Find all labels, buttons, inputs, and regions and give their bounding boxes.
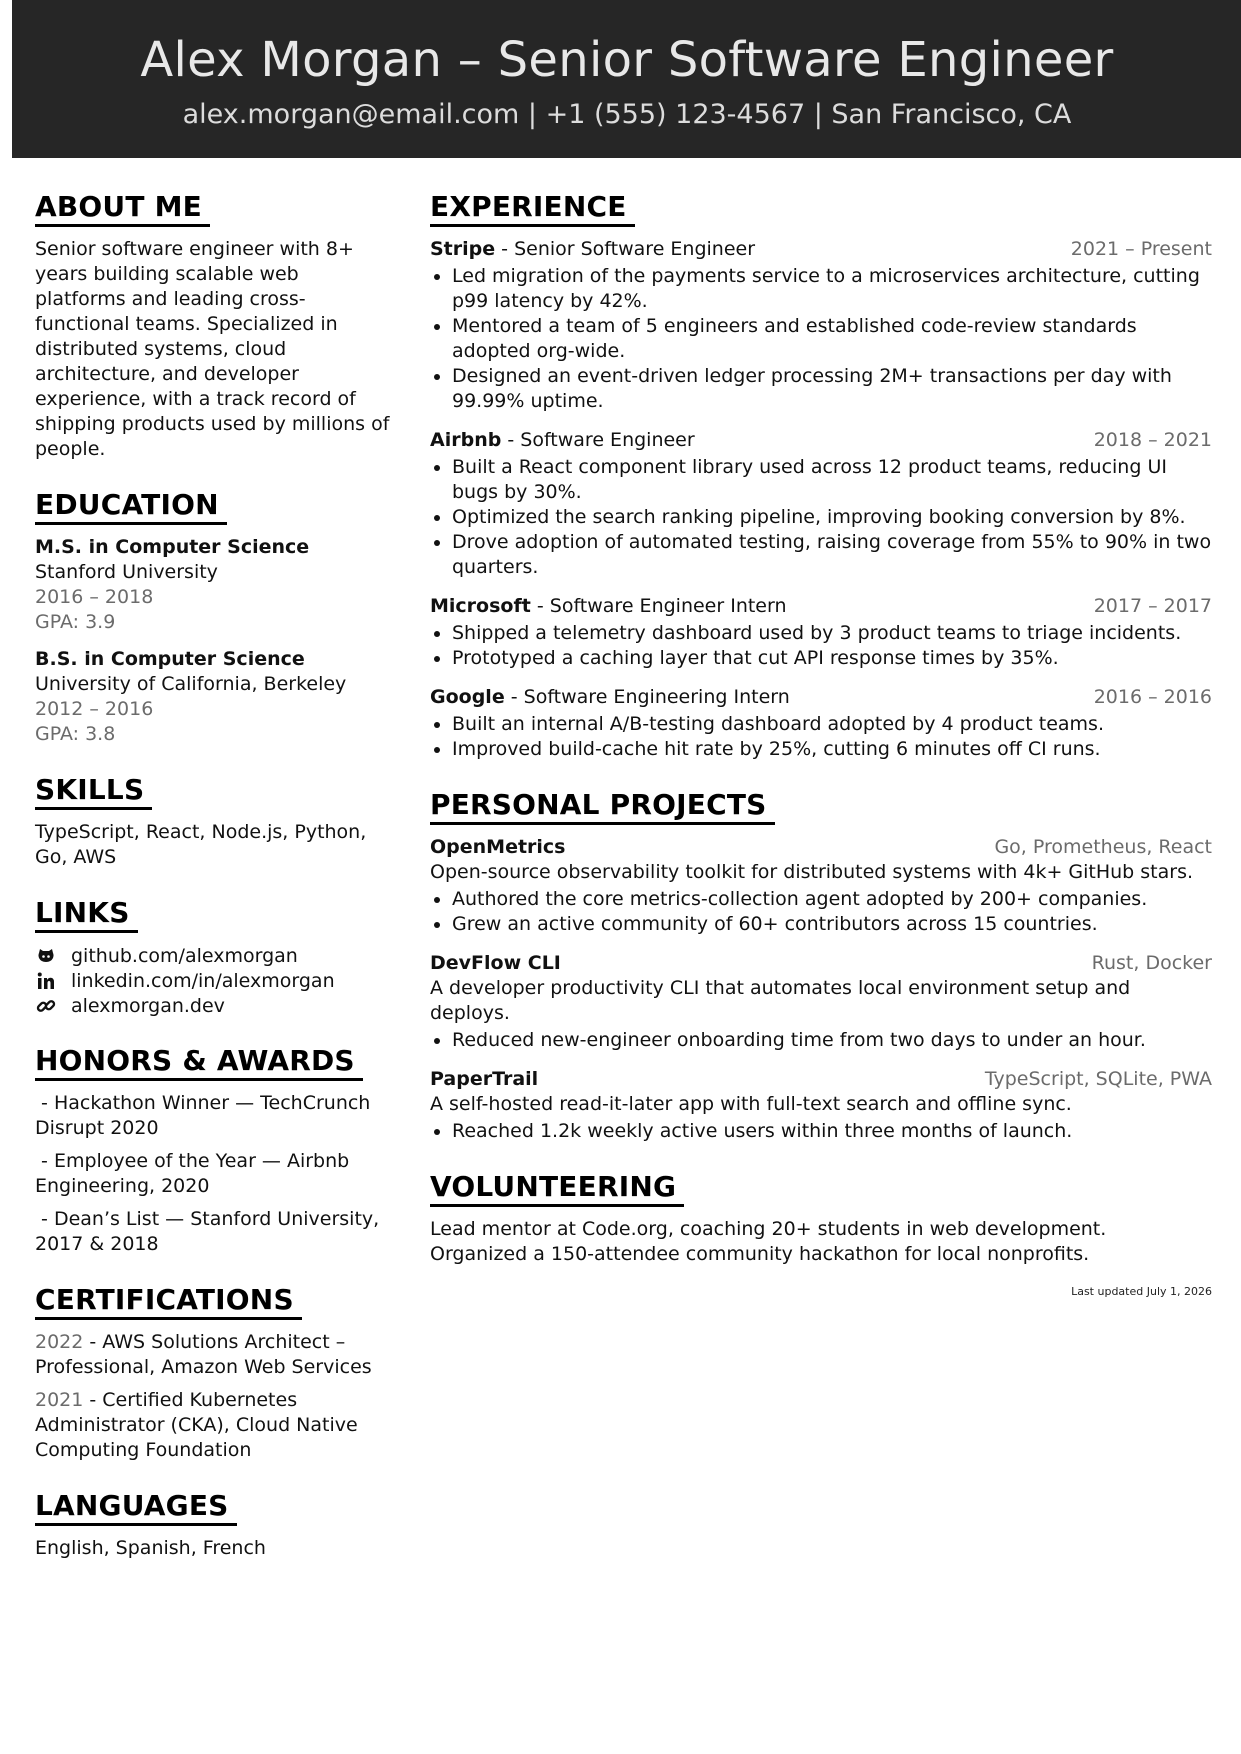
about-text: Senior software engineer with 8+ years building scalable web platforms and leading cross-functional teams. Specialized in distributed systems, cloud architecture, and developer experience, with a track record of shipping products used by millions of people. [35, 238, 390, 460]
education-item [35, 647, 395, 747]
volunteer-line: Organized a 150-attendee community hackathon for local nonprofits. [430, 1243, 1090, 1265]
project-desc: A self-hosted read-it-later app with full-text search and offline sync. [430, 1093, 1072, 1115]
cert-text: - AWS Solutions Architect – Professional, Amazon Web Services [35, 1331, 372, 1378]
gpa: GPA: 3.9 [35, 611, 116, 633]
project-desc: Open-source observability toolkit for distributed systems with 4k+ GitHub stars. [430, 861, 1194, 883]
bullet: • Drove adoption of automated testing, raising coverage from 55% to 90% in two quarters. [452, 530, 1212, 580]
award-item: - Employee of the Year — Airbnb Engineering, 2020 [35, 1150, 356, 1197]
project-entry [430, 951, 1212, 1053]
bullet: • Reduced new-engineer onboarding time from two days to under an hour. [452, 1028, 1212, 1053]
about-section [35, 190, 395, 462]
years: 2012 – 2016 [35, 698, 154, 720]
years: 2016 – 2018 [35, 586, 154, 608]
section-title: SKILLS [35, 773, 152, 810]
cert-text: - Certified Kubernetes Administrator (CKA), Cloud Native Computing Foundation [35, 1389, 358, 1461]
projects-section [430, 788, 1212, 1144]
job-entry [430, 237, 1212, 414]
volunteering-section [430, 1170, 1212, 1298]
project-tech: Go, Prometheus, React [994, 836, 1212, 858]
award-item: - Hackathon Winner — TechCrunch Disrupt 2020 [35, 1092, 377, 1139]
skills-text: TypeScript, React, Node.js, Python, Go, AWS [35, 821, 367, 868]
role: - Senior Software Engineer [495, 238, 756, 260]
bullet: • Built a React component library used across 12 product teams, reducing UI bugs by 30%. [452, 455, 1212, 505]
project-name: PaperTrail [430, 1068, 539, 1090]
role: - Software Engineering Intern [504, 686, 790, 708]
section-title: VOLUNTEERING [430, 1170, 684, 1207]
link-linkedin[interactable] [35, 968, 395, 993]
link-github[interactable] [35, 943, 395, 968]
award-item: - Dean’s List — Stanford University, 2017 & 2018 [35, 1208, 386, 1255]
project-name: OpenMetrics [430, 836, 566, 858]
link-label[interactable]: github.com/alexmorgan [71, 944, 298, 967]
contact-line: alex.morgan@email.com | +1 (555) 123-4567 | San Francisco, CA [182, 99, 1072, 130]
certifications-section [35, 1283, 395, 1463]
company: Google [430, 686, 505, 708]
bullet: • Reached 1.2k weekly active users within three months of launch. [452, 1119, 1212, 1144]
bullet: • Led migration of the payments service to a microservices architecture, cutting p99 latency by 42%. [452, 264, 1212, 314]
school: Stanford University [35, 561, 218, 583]
name-title: Alex Morgan – Senior Software Engineer [140, 32, 1114, 88]
section-title: LINKS [35, 896, 138, 933]
link-icon [35, 995, 57, 1017]
bullet: • Designed an event-driven ledger processing 2M+ transactions per day with 99.99% uptime. [452, 364, 1212, 414]
right-column [430, 190, 1212, 1298]
cert-year: 2022 [35, 1331, 84, 1353]
project-tech: TypeScript, SQLite, PWA [984, 1068, 1212, 1090]
bullet: • Grew an active community of 60+ contributors across 15 countries. [452, 912, 1212, 937]
honors-section [35, 1044, 395, 1257]
bullet: • Prototyped a caching layer that cut API response times by 35%. [452, 646, 1212, 671]
degree: M.S. in Computer Science [35, 536, 310, 558]
project-desc: A developer productivity CLI that automates local environment setup and deploys. [430, 977, 1131, 1024]
project-entry [430, 1067, 1212, 1144]
company: Airbnb [430, 429, 502, 451]
project-entry [430, 835, 1212, 937]
section-title: CERTIFICATIONS [35, 1283, 302, 1320]
education-section [35, 488, 395, 747]
job-entry [430, 685, 1212, 762]
school: University of California, Berkeley [35, 673, 347, 695]
experience-section [430, 190, 1212, 762]
left-column [35, 190, 395, 1587]
project-name: DevFlow CLI [430, 952, 561, 974]
job-dates: 2016 – 2016 [1093, 686, 1212, 708]
section-title: ABOUT ME [35, 190, 210, 227]
job-dates: 2018 – 2021 [1093, 429, 1212, 451]
link-website[interactable] [35, 993, 395, 1018]
bullet: • Improved build-cache hit rate by 25%, cutting 6 minutes off CI runs. [452, 737, 1212, 762]
languages-text: English, Spanish, French [35, 1537, 266, 1559]
gpa: GPA: 3.8 [35, 723, 116, 745]
bullet: • Authored the core metrics-collection agent adopted by 200+ companies. [452, 887, 1212, 912]
last-updated: Last updated July 1, 2026 [1071, 1285, 1212, 1298]
links-section [35, 896, 395, 1018]
bullet: • Mentored a team of 5 engineers and established code-review standards adopted org-wide. [452, 314, 1212, 364]
github-icon [35, 945, 57, 967]
section-title: EXPERIENCE [430, 190, 635, 227]
job-dates: 2021 – Present [1070, 238, 1212, 260]
job-dates: 2017 – 2017 [1093, 595, 1212, 617]
section-title: LANGUAGES [35, 1489, 237, 1526]
section-title: HONORS & AWARDS [35, 1044, 363, 1081]
education-item [35, 535, 395, 635]
cert-year: 2021 [35, 1389, 84, 1411]
job-entry [430, 594, 1212, 671]
languages-section [35, 1489, 395, 1561]
link-label[interactable]: alexmorgan.dev [71, 994, 225, 1017]
role: - Software Engineer Intern [530, 595, 787, 617]
section-title: EDUCATION [35, 488, 227, 525]
resume-header [12, 0, 1241, 158]
bullet: • Optimized the search ranking pipeline, improving booking conversion by 8%. [452, 505, 1212, 530]
bullet: • Built an internal A/B-testing dashboard adopted by 4 product teams. [452, 712, 1212, 737]
bullet: • Shipped a telemetry dashboard used by 3 product teams to triage incidents. [452, 621, 1212, 646]
role: - Software Engineer [501, 429, 695, 451]
certification-item [35, 1388, 395, 1463]
linkedin-icon [35, 970, 57, 992]
section-title: PERSONAL PROJECTS [430, 788, 775, 825]
volunteer-line: Lead mentor at Code.org, coaching 20+ students in web development. [430, 1218, 1107, 1240]
company: Microsoft [430, 595, 531, 617]
project-tech: Rust, Docker [1091, 952, 1212, 974]
link-label[interactable]: linkedin.com/in/alexmorgan [71, 969, 335, 992]
company: Stripe [430, 238, 496, 260]
job-entry [430, 428, 1212, 580]
certification-item [35, 1330, 395, 1380]
degree: B.S. in Computer Science [35, 648, 305, 670]
skills-section [35, 773, 395, 870]
